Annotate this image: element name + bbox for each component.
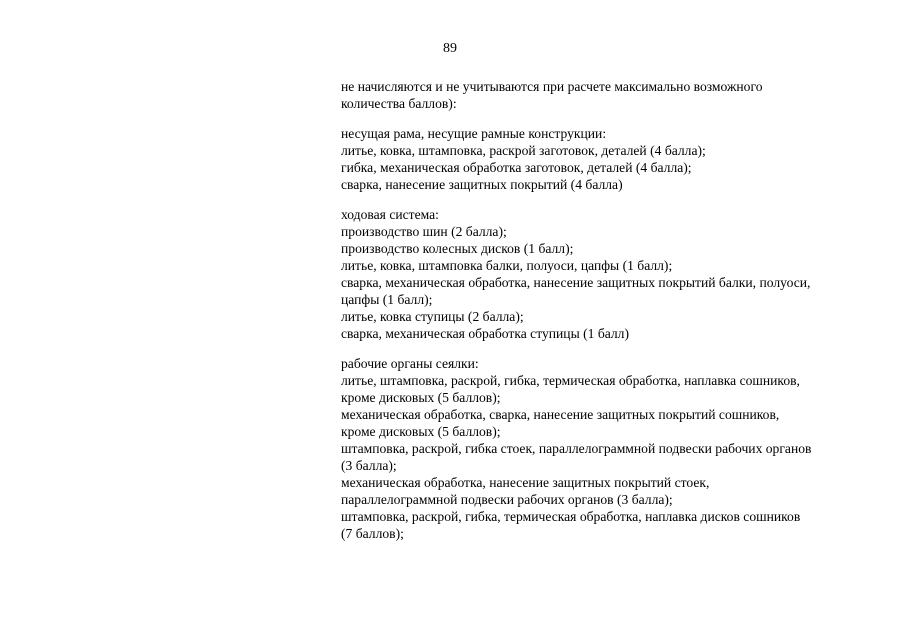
text-line: литье, ковка, штамповка, раскрой заготовок, деталей (4 балла); [341, 143, 706, 158]
text-line: механическая обработка, нанесение защитных покрытий стоек, [341, 475, 710, 490]
text-line: гибка, механическая обработка заготовок, деталей (4 балла); [341, 160, 692, 175]
text-line: производство шин (2 балла); [341, 224, 507, 239]
text-line: ходовая система: [341, 207, 439, 222]
text-line: литье, ковка ступицы (2 балла); [341, 309, 524, 324]
text-line: рабочие органы сеялки: [341, 356, 479, 371]
text-line: механическая обработка, сварка, нанесение защитных покрытий сошников, [341, 407, 780, 422]
text-line: (3 балла); [341, 458, 397, 473]
paragraph-gap [341, 112, 886, 125]
text-line: несущая рама, несущие рамные конструкции: [341, 126, 607, 141]
text-line: штамповка, раскрой, гибка, термическая обработка, наплавка дисков сошников [341, 509, 801, 524]
text-line: сварка, механическая обработка, нанесение защитных покрытий балки, полуоси, [341, 275, 811, 290]
paragraph-gap [341, 193, 886, 206]
text-line: параллелограммной подвески рабочих органов (3 балла); [341, 492, 673, 507]
text-line: цапфы (1 балл); [341, 292, 433, 307]
text-line: кроме дисковых (5 баллов); [341, 424, 501, 439]
text-line: кроме дисковых (5 баллов); [341, 390, 501, 405]
text-line: количества баллов): [341, 96, 457, 111]
text-line: сварка, механическая обработка ступицы (1 балл) [341, 326, 629, 341]
text-line: штамповка, раскрой, гибка стоек, параллелограммной подвески рабочих органов [341, 441, 812, 456]
paragraph-gap [341, 342, 886, 355]
text-line: литье, ковка, штамповка балки, полуоси, цапфы (1 балл); [341, 258, 673, 273]
text-line: литье, штамповка, раскрой, гибка, термическая обработка, наплавка сошников, [341, 373, 800, 388]
text-line: (7 баллов); [341, 526, 404, 541]
text-line: сварка, нанесение защитных покрытий (4 балла) [341, 177, 623, 192]
text-line: не начисляются и не учитываются при расчете максимально возможного [341, 79, 763, 94]
page-number: 89 [443, 41, 457, 56]
document-body [341, 78, 886, 542]
text-line: производство колесных дисков (1 балл); [341, 241, 574, 256]
